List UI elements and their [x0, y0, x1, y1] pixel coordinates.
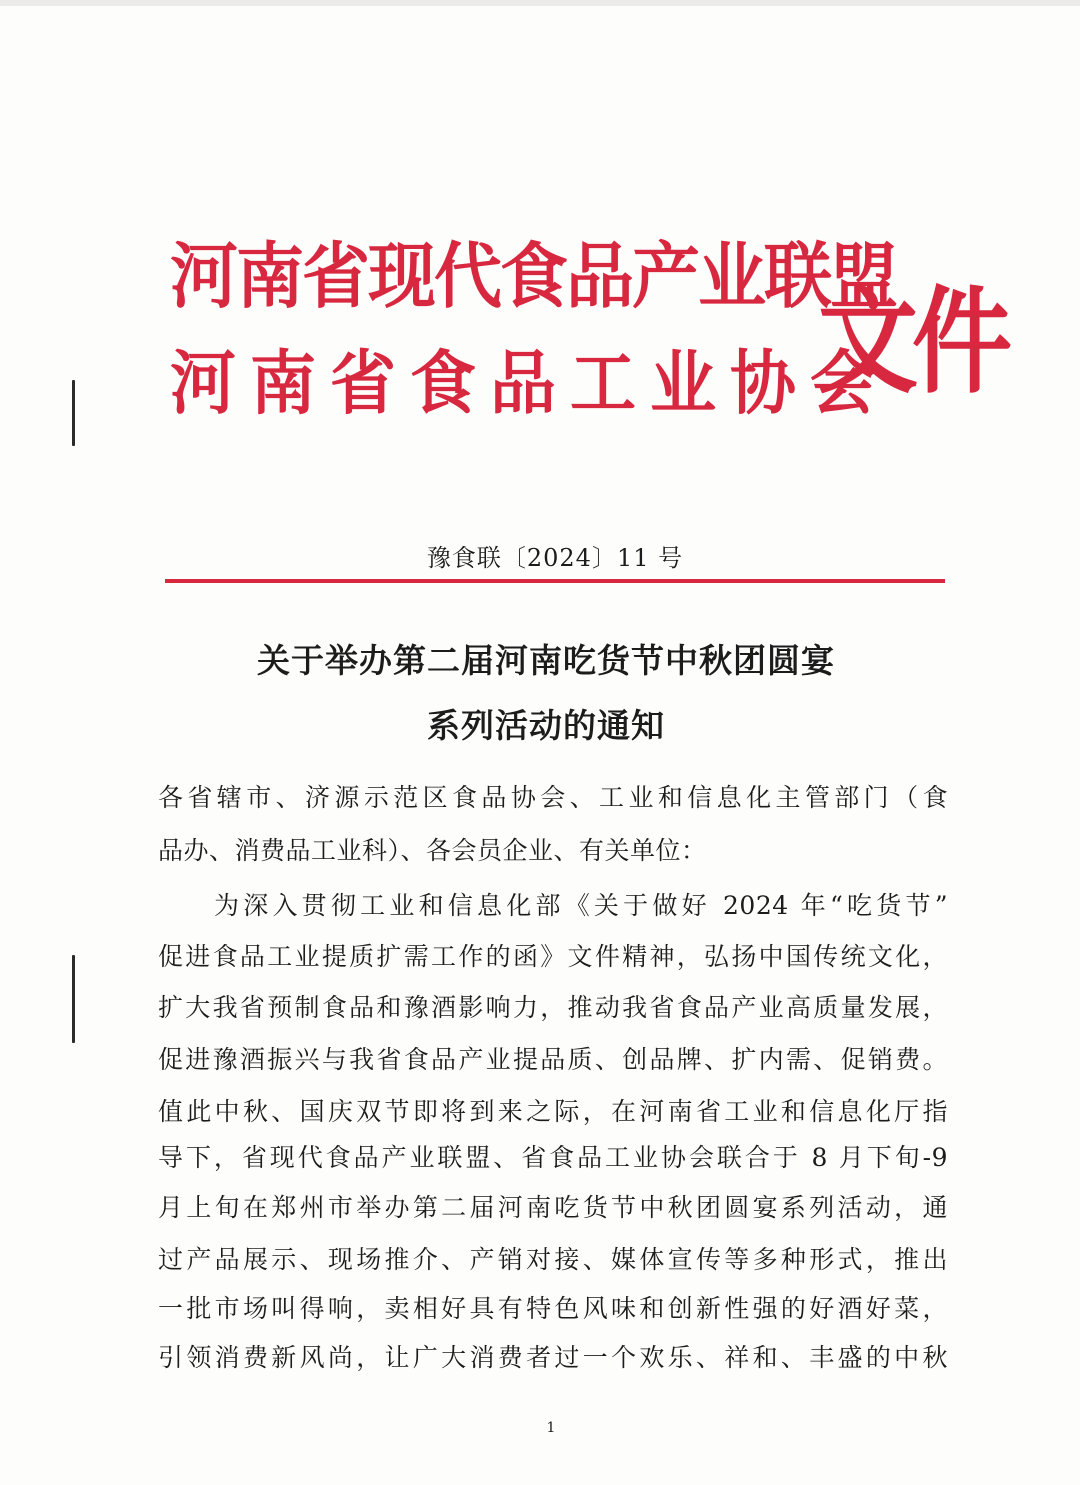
page-number: 1	[546, 1420, 556, 1436]
body-line: 导下，省现代食品产业联盟、省食品工业协会联合于 8 月下旬-9	[158, 1143, 948, 1172]
body-line: 促进食品工业提质扩需工作的函》文件精神，弘扬中国传统文化，	[158, 942, 948, 971]
document-type-label: 文件	[818, 274, 1006, 410]
red-divider-line	[165, 579, 945, 583]
body-line: 月上旬在郑州市举办第二届河南吃货节中秋团圆宴系列活动，通	[158, 1193, 948, 1222]
page-top-edge	[0, 0, 1080, 6]
issuer-name-1: 河南省现代食品产业联盟	[170, 236, 897, 319]
body-line: 促进豫酒振兴与我省食品产业提品质、创品牌、扩内需、促销费。	[158, 1045, 948, 1074]
binding-mark-upper	[72, 380, 75, 446]
document-number: 豫食联〔2024〕11 号	[426, 544, 684, 572]
body-line: 一批市场叫得响，卖相好具有特色风味和创新性强的好酒好菜，	[158, 1294, 948, 1323]
issuer-name-2: 河南省食品工业协会	[170, 343, 890, 424]
binding-mark-lower	[72, 955, 75, 1043]
body-line: 扩大我省预制食品和豫酒影响力，推动我省食品产业高质量发展，	[158, 993, 948, 1022]
recipients-line-2: 品办、消费品工业科）、各会员企业、有关单位：	[158, 836, 707, 865]
body-line: 引领消费新风尚，让广大消费者过一个欢乐、祥和、丰盛的中秋	[158, 1343, 948, 1372]
body-line: 过产品展示、现场推介、产销对接、媒体宣传等多种形式，推出	[158, 1245, 948, 1274]
document-title-line-1: 关于举办第二届河南吃货节中秋团圆宴	[257, 641, 835, 680]
body-line: 为深入贯彻工业和信息化部《关于做好 2024 年“吃货节”	[214, 891, 948, 920]
document-title-line-2: 系列活动的通知	[427, 706, 665, 745]
body-line: 值此中秋、国庆双节即将到来之际，在河南省工业和信息化厅指	[158, 1097, 948, 1126]
recipients-line-1: 各省辖市、济源示范区食品协会、工业和信息化主管部门（食	[158, 783, 948, 812]
